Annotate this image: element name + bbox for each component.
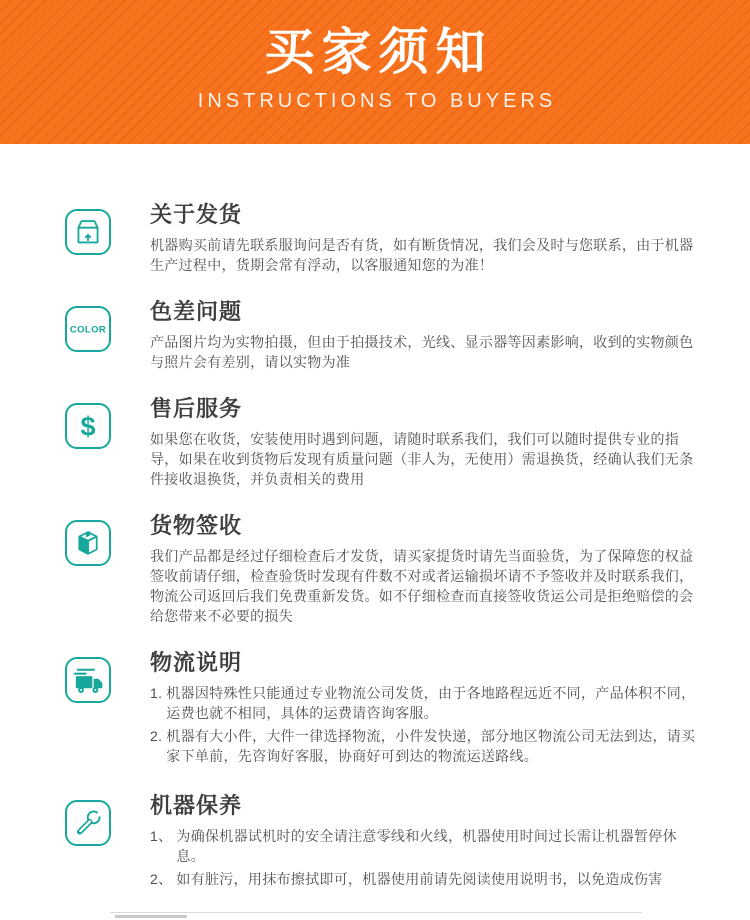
- section-title: 物流说明: [150, 650, 243, 675]
- section-body: 机器购买前请先联系服询问是否有货，如有断货情况，我们会及时与您联系，由于机器生产过程中，货期会常有浮动，以客服通知您的为准！: [150, 237, 694, 273]
- list-item-text: 机器因特殊性只能通过专业物流公司发货，由于各地路程远近不同，产品体积不同，运费也就不相同，具体的运费请咨询客服。: [166, 685, 696, 721]
- page-title: 买家须知: [264, 24, 493, 80]
- wrench-icon: [65, 800, 111, 846]
- section-maintenance: [65, 791, 705, 892]
- maintenance-notes-list: [150, 826, 705, 889]
- list-item-text: 为确保机器试机时的安全请注意零线和火线，机器使用时间过长需让机器暂停休息。: [176, 828, 677, 864]
- color-swatch-icon: [65, 306, 111, 352]
- section-title: 关于发货: [150, 202, 243, 227]
- list-item: [150, 726, 705, 766]
- list-marker: 2、: [150, 871, 173, 887]
- page-subtitle: INSTRUCTIONS TO BUYERS: [197, 90, 557, 112]
- section-color-difference: [65, 297, 705, 372]
- banner: [0, 0, 750, 144]
- truck-icon: [65, 657, 111, 703]
- list-marker: 2.: [150, 728, 163, 744]
- package-icon: [65, 209, 111, 255]
- section-title: 色差问题: [150, 299, 243, 324]
- list-item: [150, 683, 705, 723]
- list-item: [150, 826, 705, 866]
- section-title: 机器保养: [150, 793, 243, 818]
- cutoff-text-fragment: [115, 915, 187, 918]
- dollar-icon: [65, 403, 111, 449]
- section-body: 产品图片均为实物拍摄，但由于拍摄技术，光线、显示器等因素影响，收到的实物颜色与照片会有差别，请以实物为准: [150, 334, 694, 370]
- section-title: 货物签收: [150, 513, 243, 538]
- list-item-text: 机器有大小件，大件一律选择物流，小件发快递，部分地区物流公司无法到达，请买家下单前，先咨询好客服，协商好可到达的物流运送路线。: [166, 728, 696, 764]
- section-logistics: [65, 648, 705, 769]
- list-item-text: 如有脏污，用抹布擦拭即可，机器使用前请先阅读使用说明书，以免造成伤害: [176, 871, 663, 887]
- dollar-icon-text: $: [80, 411, 96, 442]
- section-body: 我们产品都是经过仔细检查后才发货，请买家提货时请先当面验货，为了保障您的权益签收前请仔细，检查验货时发现有件数不对或者运输损坏请不予签收并及时联系我们，物流公司返回后我们免费重新发货。如不仔细检查而直接签收货运公司是拒绝赔偿的会给您带来不必要的损失: [150, 548, 694, 624]
- list-marker: 1.: [150, 685, 163, 701]
- cube-icon: [65, 520, 111, 566]
- notice-sections: [0, 144, 750, 892]
- next-module-cutoff-line: [110, 912, 642, 916]
- color-icon-text: COLOR: [69, 324, 107, 336]
- section-after-sales: [65, 394, 705, 489]
- list-marker: 1、: [150, 828, 173, 844]
- section-shipping: [65, 200, 705, 275]
- section-goods-receipt: [65, 511, 705, 626]
- section-title: 售后服务: [150, 396, 243, 421]
- logistics-notes-list: [150, 683, 705, 766]
- section-body: 如果您在收货，安装使用时遇到问题，请随时联系我们，我们可以随时提供专业的指导，如果在收到货物后发现有质量问题（非人为，无使用）需退换货，经确认我们无条件接收退换货，并负责相关的费用: [150, 431, 694, 487]
- list-item: [150, 869, 705, 889]
